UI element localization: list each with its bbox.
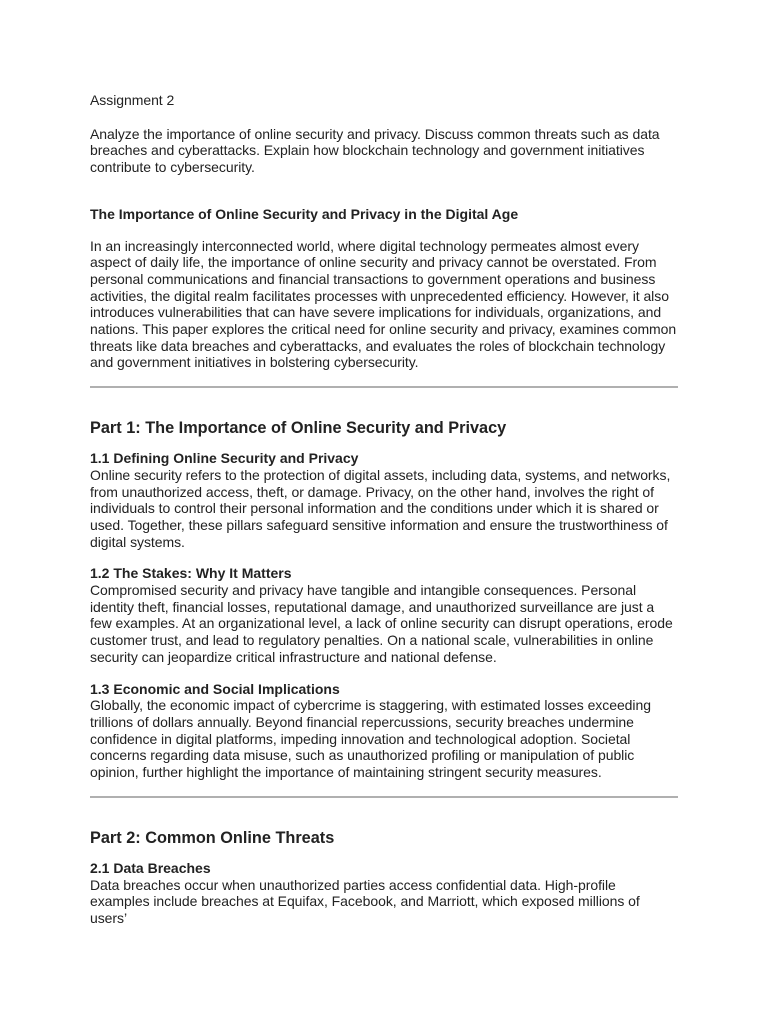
intro-paragraph: In an increasingly interconnected world, where digital technology permeates almost every aspect of daily life, the importance of online security and privacy cannot be overstated. From personal communications and financial transactions to government operations and business activities, the digital realm facilitates processes with unprecedented efficiency. However, it also introduces vulnerabilities that can have severe implications for individuals, organizations, and nations. This paper explores the critical need for online security and privacy, examines common threats like data breaches and cyberattacks, and evaluates the roles of blockchain technology and government initiatives in bolstering cybersecurity. <box>90 237 677 371</box>
part-1-title: Part 1: The Importance of Online Security and Privacy <box>90 419 507 438</box>
assignment-label: Assignment 2 <box>90 92 175 108</box>
section-1-3-heading: 1.3 Economic and Social Implications <box>90 680 340 697</box>
section-2-1-body: Data breaches occur when unauthorized parties access confidential data. High-profile examples include breaches at Equifax, Facebook, and Marriott, which exposed millions of users’ <box>90 876 640 926</box>
section-1-3-body: Globally, the economic impact of cybercrime is staggering, with estimated losses exceeding trillions of dollars annually. Beyond financial repercussions, security breaches undermine confidence in digital platforms, impeding innovation and technological adoption. Societal concerns regarding data misuse, such as unauthorized profiling or manipulation of public opinion, further highlight the importance of maintaining stringent security measures. <box>90 697 651 781</box>
document-title: The Importance of Online Security and Privacy in the Digital Age <box>90 205 519 222</box>
section-1-1-body: Online security refers to the protection of digital assets, including data, systems, and networks, from unauthorized access, theft, or damage. Privacy, on the other hand, involves the right of individuals to control their personal information and the conditions under which it is shared or used. Together, these pillars safeguard sensitive information and ensure the trustworthiness of digital systems. <box>90 466 671 550</box>
section-1-1-heading: 1.1 Defining Online Security and Privacy <box>90 450 359 467</box>
section-divider <box>90 386 678 388</box>
section-2-1-heading: 2.1 Data Breaches <box>90 859 211 876</box>
section-1-2-body: Compromised security and privacy have tangible and intangible consequences. Personal identity theft, financial losses, reputational damage, and unauthorized surveillance are just a few examples. At an organizational level, a lack of online security can disrupt operations, erode customer trust, and lead to regulatory penalties. On a national scale, vulnerabilities in online security can jeopardize critical infrastructure and national defense. <box>90 582 673 665</box>
part-2-title: Part 2: Common Online Threats <box>90 828 335 847</box>
section-divider <box>90 796 678 798</box>
assignment-prompt: Analyze the importance of online security and privacy. Discuss common threats such as data breaches and cyberattacks. Explain how blockchain technology and government initiatives contribute to cybersecurity. <box>90 125 660 176</box>
section-1-2-heading: 1.2 The Stakes: Why It Matters <box>90 565 292 582</box>
